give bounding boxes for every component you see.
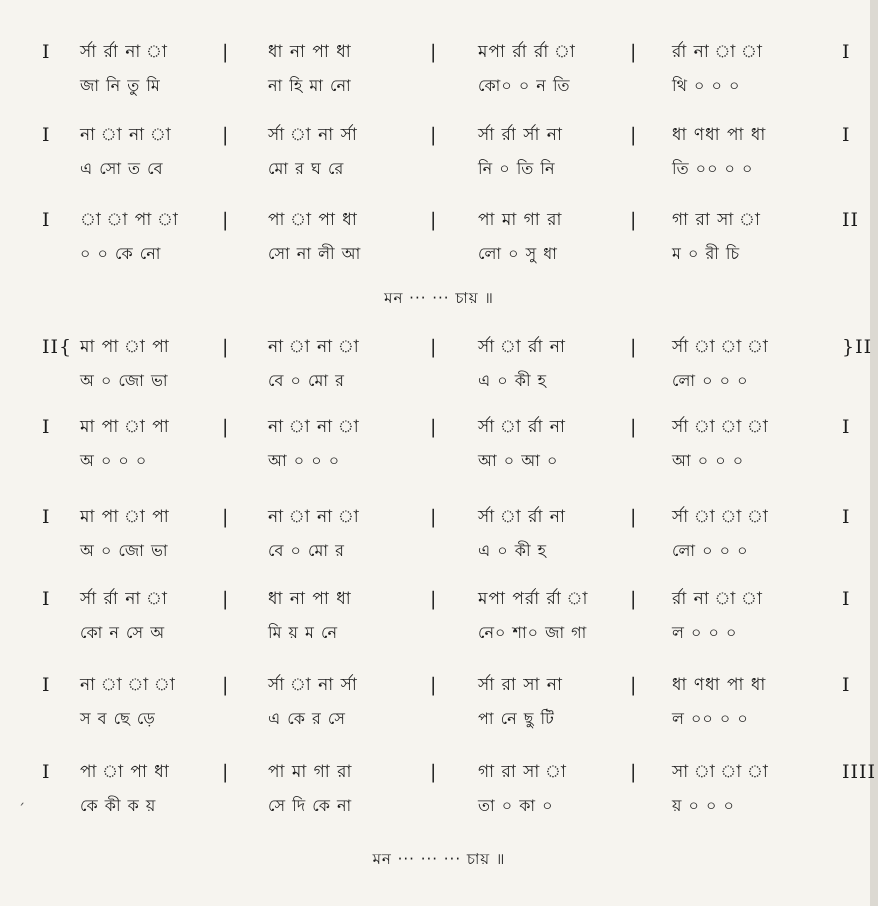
note-group: গা রা সা া bbox=[478, 762, 567, 782]
stanza-8 bbox=[30, 668, 866, 736]
note-group: র্সা া া া bbox=[672, 337, 769, 357]
bar-line: | bbox=[630, 416, 638, 438]
notes-row bbox=[30, 35, 866, 69]
bar-line: I bbox=[42, 506, 51, 528]
bar-line: | bbox=[430, 41, 438, 63]
lyric-group: ০ ০ কে নো bbox=[80, 244, 162, 263]
note-group: মা পা া পা bbox=[80, 417, 170, 437]
lyric-group: আ ০ আ ০ bbox=[478, 451, 559, 470]
bar-line: | bbox=[222, 209, 230, 231]
note-group: র্সা া না র্সা bbox=[268, 125, 358, 145]
stanza-9 bbox=[30, 755, 877, 823]
note-group: র্সা া র্রা না bbox=[478, 417, 566, 437]
lyric-group: এ ০ কী হ bbox=[478, 371, 548, 390]
note-group: র্রা না া া bbox=[672, 42, 763, 62]
note-group: না া া া bbox=[80, 675, 176, 695]
lyric-group: অ ০ জো ভা bbox=[80, 541, 169, 560]
bar-line: I bbox=[42, 416, 51, 438]
note-group: ধা ণধা পা ধা bbox=[672, 675, 767, 695]
bar-line: | bbox=[222, 416, 230, 438]
stanza-1 bbox=[30, 35, 866, 103]
lyric-group: না হি মা নো bbox=[268, 76, 352, 95]
note-group: ধা না পা ধা bbox=[268, 589, 352, 609]
lyric-group: কো০ ০ ন তি bbox=[478, 76, 571, 95]
notes-row bbox=[30, 410, 866, 444]
lyric-group: এ কে র সে bbox=[268, 709, 346, 728]
bar-line: I bbox=[842, 588, 851, 610]
note-group: র্সা র্রা না া bbox=[80, 589, 168, 609]
lyrics-row bbox=[30, 789, 866, 823]
lyric-group: এ ০ কী হ bbox=[478, 541, 548, 560]
lyric-group: সো না লী আ bbox=[268, 244, 362, 263]
bar-line: | bbox=[430, 209, 438, 231]
lyric-group: পা নে ছু টি bbox=[478, 709, 555, 728]
stanza-3 bbox=[30, 203, 866, 271]
lyric-group: য় ০ ০ ০ bbox=[672, 796, 735, 815]
note-group: র্সা রা সা না bbox=[478, 675, 563, 695]
bar-line: | bbox=[630, 41, 638, 63]
bar-line: | bbox=[630, 506, 638, 528]
note-group: র্রা না া া bbox=[672, 589, 763, 609]
bar-line: I bbox=[842, 416, 851, 438]
lyric-group: তা ০ কা ০ bbox=[478, 796, 554, 815]
bar-line: II{ bbox=[42, 336, 73, 358]
bar-line: | bbox=[630, 588, 638, 610]
bar-line: | bbox=[430, 588, 438, 610]
refrain-line-1: মন ··· ··· চায় ॥ bbox=[384, 289, 494, 307]
lyric-group: আ ০ ০ ০ bbox=[672, 451, 745, 470]
lyrics-row bbox=[30, 534, 866, 568]
note-group: না া না া bbox=[268, 507, 360, 527]
bar-line: I bbox=[842, 124, 851, 146]
lyric-group: অ ০ ০ ০ bbox=[80, 451, 148, 470]
lyric-group: জা নি তু মি bbox=[80, 76, 161, 95]
note-group: না া না া bbox=[268, 337, 360, 357]
bar-line: | bbox=[430, 761, 438, 783]
notes-row bbox=[30, 203, 866, 237]
note-group: মপা পর্রা র্রা া bbox=[478, 589, 589, 609]
note-group: গা রা সা া bbox=[672, 210, 761, 230]
lyrics-row bbox=[30, 616, 866, 650]
notes-row bbox=[30, 755, 877, 789]
lyrics-row bbox=[30, 152, 866, 186]
bar-line: | bbox=[630, 674, 638, 696]
bar-line: I bbox=[842, 674, 851, 696]
lyrics-row bbox=[30, 444, 866, 478]
note-group: পা া পা ধা bbox=[80, 762, 170, 782]
bar-line: | bbox=[430, 124, 438, 146]
bar-line: I bbox=[42, 588, 51, 610]
lyric-group: বে ০ মো র bbox=[268, 541, 345, 560]
note-group: র্সা া র্রা না bbox=[478, 337, 566, 357]
bar-line: | bbox=[630, 761, 638, 783]
bar-line: | bbox=[430, 336, 438, 358]
stanza-4 bbox=[30, 330, 873, 398]
note-group: র্সা া া া bbox=[672, 507, 769, 527]
lyric-group: এ সো ত বে bbox=[80, 159, 164, 178]
stanza-7 bbox=[30, 582, 866, 650]
stanza-6 bbox=[30, 500, 866, 568]
bar-line: I bbox=[42, 761, 51, 783]
lyric-group: তি ০০ ০ ০ bbox=[672, 159, 754, 178]
lyric-group: স ব ছে ড়ে bbox=[80, 709, 156, 728]
note-group: র্সা র্রা না া bbox=[80, 42, 168, 62]
note-group: পা মা গা রা bbox=[268, 762, 353, 782]
lyric-group: ল ০০ ০ ০ bbox=[672, 709, 749, 728]
bar-line: I bbox=[42, 124, 51, 146]
bar-line: | bbox=[222, 588, 230, 610]
bar-line: | bbox=[222, 674, 230, 696]
lyric-group: অ ০ জো ভা bbox=[80, 371, 169, 390]
lyrics-row bbox=[30, 237, 866, 271]
stanza-2 bbox=[30, 118, 866, 186]
note-group: মপা র্রা র্রা া bbox=[478, 42, 576, 62]
note-group: ধা ণধা পা ধা bbox=[672, 125, 767, 145]
lyric-group: নি ০ তি নি bbox=[478, 159, 556, 178]
bar-line: | bbox=[430, 674, 438, 696]
lyric-group: থি ০ ০ ০ bbox=[672, 76, 741, 95]
bar-line: I bbox=[42, 209, 51, 231]
lyric-group: লো ০ সু ধা bbox=[478, 244, 558, 263]
lyric-group: লো ০ ০ ০ bbox=[672, 541, 749, 560]
note-group: না া না া bbox=[268, 417, 360, 437]
lyric-group: মি য় ম নে bbox=[268, 623, 339, 642]
note-group: সা া া া bbox=[672, 762, 769, 782]
bar-line: | bbox=[222, 124, 230, 146]
lyric-group: কো ন সে অ bbox=[80, 623, 166, 642]
bar-line: }II bbox=[842, 336, 873, 358]
lyric-group: সে দি কে না bbox=[268, 796, 353, 815]
note-group: া া পা া bbox=[80, 210, 179, 230]
note-group: র্সা া া া bbox=[672, 417, 769, 437]
margin-mark: ˏ bbox=[18, 790, 25, 806]
notes-row bbox=[30, 330, 873, 364]
bar-line: | bbox=[630, 124, 638, 146]
bar-line: I bbox=[842, 41, 851, 63]
bar-line: I bbox=[42, 41, 51, 63]
note-group: মা পা া পা bbox=[80, 507, 170, 527]
note-group: র্সা া না র্সা bbox=[268, 675, 358, 695]
bar-line: | bbox=[630, 336, 638, 358]
bar-line: | bbox=[430, 506, 438, 528]
bar-line: | bbox=[630, 209, 638, 231]
bar-line: | bbox=[222, 761, 230, 783]
lyrics-row bbox=[30, 69, 866, 103]
notes-row bbox=[30, 118, 866, 152]
lyric-group: ম ০ রী চি bbox=[672, 244, 741, 263]
lyrics-row bbox=[30, 364, 866, 398]
note-group: মা পা া পা bbox=[80, 337, 170, 357]
notes-row bbox=[30, 582, 866, 616]
notes-row bbox=[30, 500, 866, 534]
lyrics-row bbox=[30, 702, 866, 736]
bar-line: I bbox=[42, 674, 51, 696]
notes-row bbox=[30, 668, 866, 702]
lyric-group: বে ০ মো র bbox=[268, 371, 345, 390]
lyric-group: লো ০ ০ ০ bbox=[672, 371, 749, 390]
stanza-5 bbox=[30, 410, 866, 478]
bar-line: I bbox=[842, 506, 851, 528]
bar-line: | bbox=[222, 336, 230, 358]
lyric-group: নে০ শা০ জা গা bbox=[478, 623, 588, 642]
note-group: র্সা া র্রা না bbox=[478, 507, 566, 527]
bar-line: | bbox=[430, 416, 438, 438]
lyric-group: আ ০ ০ ০ bbox=[268, 451, 341, 470]
bar-line: | bbox=[222, 506, 230, 528]
note-group: না া না া bbox=[80, 125, 172, 145]
bar-line: | bbox=[222, 41, 230, 63]
refrain-line-2: মন ··· ··· ··· চায় ॥ bbox=[372, 850, 506, 868]
note-group: পা মা গা রা bbox=[478, 210, 563, 230]
bar-line: II bbox=[842, 209, 860, 231]
note-group: ধা না পা ধা bbox=[268, 42, 352, 62]
lyric-group: মো র ঘ রে bbox=[268, 159, 345, 178]
note-group: র্সা র্রা র্সা না bbox=[478, 125, 563, 145]
bar-line: IIII bbox=[842, 761, 877, 783]
lyric-group: কে কী ক য় bbox=[80, 796, 157, 815]
lyric-group: ল ০ ০ ০ bbox=[672, 623, 738, 642]
note-group: পা া পা ধা bbox=[268, 210, 358, 230]
